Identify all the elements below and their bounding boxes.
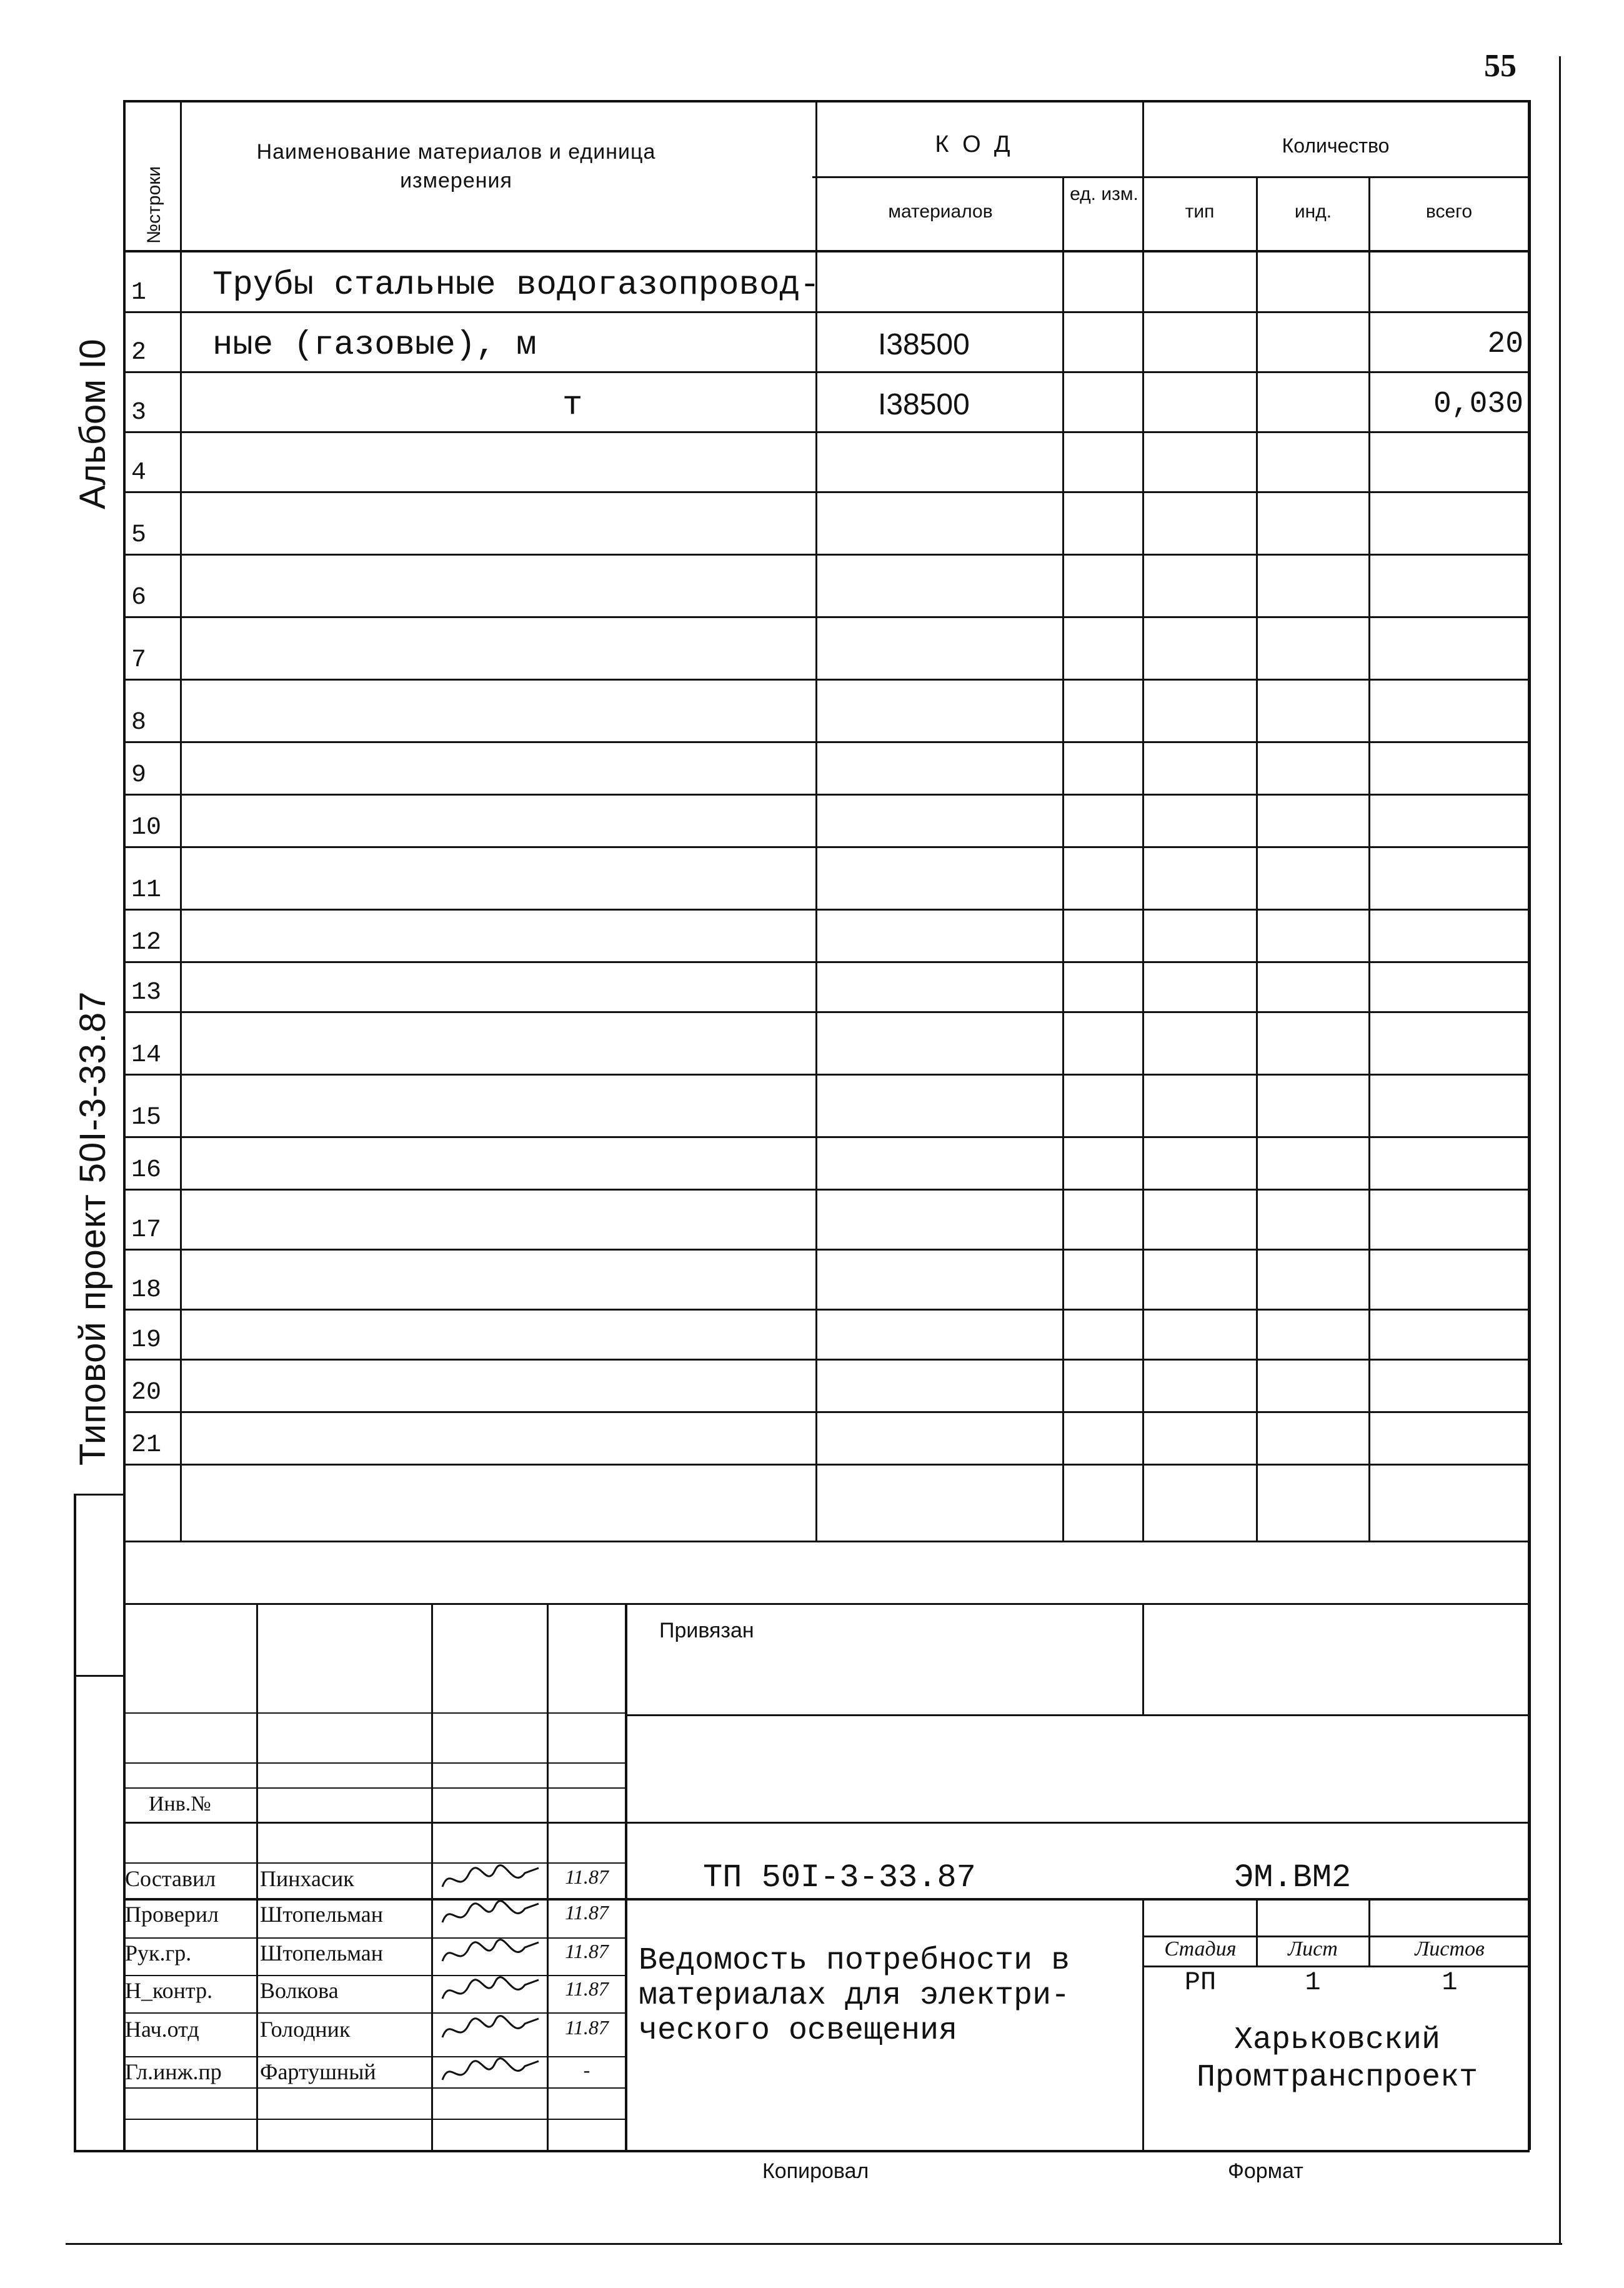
signer-role: Гл.инж.пр xyxy=(125,2059,222,2084)
signature-icon xyxy=(437,2055,544,2090)
sheet-code: ЭМ.ВМ2 xyxy=(1234,1859,1352,1896)
header-qty-ind: инд. xyxy=(1294,201,1332,222)
signature-icon xyxy=(437,2012,544,2047)
page-number: 55 xyxy=(1484,48,1517,84)
sheet-label: Лист xyxy=(1288,1937,1338,1961)
organization: Харьковский Промтранспроект xyxy=(1196,2022,1478,2096)
document-title: Ведомость потребности в материалах для электри-ческого освещения xyxy=(639,1943,1070,2049)
row-number: 13 xyxy=(131,979,162,1007)
signature-icon xyxy=(437,1862,544,1897)
inv-no-label: Инв.№ xyxy=(149,1792,211,1816)
signer-name: Волкова xyxy=(260,1978,339,2003)
sign-date: 11.87 xyxy=(565,1866,609,1888)
row-total: 0,030 xyxy=(1433,387,1523,421)
row-number: 1 xyxy=(131,279,147,307)
signer-name: Голодник xyxy=(260,2017,351,2042)
format-label: Формат xyxy=(1228,2159,1303,2183)
row-number: 20 xyxy=(131,1379,162,1407)
signer-role: Н_контр. xyxy=(125,1978,213,2003)
signer-name: Фартушный xyxy=(260,2059,376,2084)
project-label: Типовой проект 50I-3-33.87 xyxy=(72,991,113,1466)
signer-role: Рук.гр. xyxy=(125,1941,192,1966)
row-number: 10 xyxy=(131,814,162,842)
row-number: 3 xyxy=(131,399,147,427)
signature-icon xyxy=(437,1936,544,1971)
row-number: 4 xyxy=(131,459,147,487)
header-code-materials: материалов xyxy=(888,201,993,222)
row-number: 9 xyxy=(131,761,147,789)
sign-date: 11.87 xyxy=(565,1901,609,1924)
header-code: КОД xyxy=(935,131,1024,157)
signature-icon xyxy=(437,1897,544,1932)
sheets-label: Листов xyxy=(1415,1937,1485,1961)
row-number: 8 xyxy=(131,709,147,737)
sheets-value: 1 xyxy=(1442,1967,1458,1997)
row-total: 20 xyxy=(1487,327,1523,361)
signer-name: Пинхасик xyxy=(260,1866,354,1891)
row-number: 21 xyxy=(131,1431,162,1459)
header-row-no: №строки xyxy=(144,166,164,244)
header-qty-type: тип xyxy=(1185,201,1215,222)
row-number: 19 xyxy=(131,1326,162,1354)
row-code: I38500 xyxy=(878,328,970,361)
row-number: 11 xyxy=(131,876,162,904)
signer-role: Проверил xyxy=(125,1902,219,1927)
signer-name: Штопельман xyxy=(260,1902,383,1927)
row-number: 5 xyxy=(131,521,147,549)
row-number: 18 xyxy=(131,1276,162,1304)
doc-code: ТП 50I-3-33.87 xyxy=(703,1859,976,1896)
row-number: 7 xyxy=(131,646,147,674)
row-number: 15 xyxy=(131,1104,162,1132)
row-number: 12 xyxy=(131,929,162,957)
stage-value: РП xyxy=(1184,1967,1217,1997)
header-code-unit: ед. изм. xyxy=(1070,184,1138,204)
sign-date: 11.87 xyxy=(565,1940,609,1962)
signer-role: Нач.отд xyxy=(125,2017,199,2042)
row-number: 17 xyxy=(131,1216,162,1244)
stage-label: Стадия xyxy=(1164,1937,1237,1961)
row-number: 2 xyxy=(131,339,147,367)
sign-date: 11.87 xyxy=(565,2016,609,2039)
signer-role: Составил xyxy=(125,1866,216,1891)
privyazan-label: Привязан xyxy=(659,1619,754,1642)
row-code: I38500 xyxy=(878,388,970,421)
header-quantity: Количество xyxy=(1282,134,1390,157)
album-label: Альбом I0 xyxy=(72,339,113,509)
header-name: Наименование материалов и единица измерения xyxy=(256,140,656,192)
row-number: 16 xyxy=(131,1156,162,1184)
sheet-value: 1 xyxy=(1305,1967,1321,1997)
signature-icon xyxy=(437,1974,544,2009)
row-name: Трубы стальные водогазопровод- xyxy=(212,266,820,304)
sign-date: 11.87 xyxy=(565,1977,609,2000)
copied-label: Копировал xyxy=(762,2159,869,2183)
row-number: 6 xyxy=(131,584,147,612)
signer-name: Штопельман xyxy=(260,1941,383,1966)
row-number: 14 xyxy=(131,1041,162,1069)
row-name: ные (газовые), м xyxy=(212,326,537,364)
header-qty-total: всего xyxy=(1425,201,1473,222)
row-name: т xyxy=(562,386,583,424)
sign-date: - xyxy=(583,2059,590,2081)
